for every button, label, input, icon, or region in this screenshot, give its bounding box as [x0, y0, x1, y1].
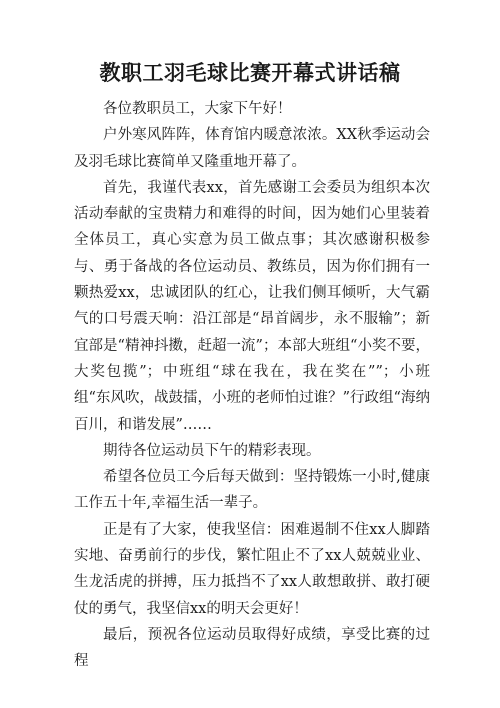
paragraph-wishes: 希望各位员工今后每天做到：坚持锻炼一小时,健康工作五十年,幸福生活一辈子。	[74, 469, 430, 512]
paragraph-closing: 最后，预祝各位运动员取得好成绩，享受比赛的过程	[74, 626, 430, 670]
paragraph-thanks: 首先，我谨代表xx，首先感谢工会委员为组织本次活动奉献的宝贵精力和难得的时间，因为她们心里装着全体员工，真心实意为员工做点事；其次感谢积极参与、勇于备战的各位运动员、教练员，因为你们拥有一颗热爱xx，忠诚团队的红心，让我们侧耳倾听，大气霸气的口号震天响：沿江部是“昂首阔步，永不服输”；新宜部是“精神抖擞，赶超一流”；本部大班组“小奖不要，大奖包揽”；中班组“球在我在，我在奖在””；小班组“东风吹，战鼓擂，小班的老师怕过谁？”行政组“海纳百川，和谐发展”……	[74, 179, 430, 433]
paragraph-expectation: 期待各位运动员下午的精彩表现。	[103, 442, 321, 459]
paragraph-greeting: 各位教职员工，大家下午好！	[103, 101, 292, 117]
document-title: 教职工羽毛球比赛开幕式讲话稿	[99, 60, 401, 85]
paragraph-opening: 户外寒风阵阵，体育馆内暖意浓浓。XX秋季运动会及羽毛球比赛简单又隆重地开幕了。	[74, 127, 430, 170]
paragraph-belief: 正是有了大家，使我坚信：困难遏制不住xx人脚踏实地、奋勇前行的步伐，繁忙阻止不了xx人兢兢业业、生龙活虎的拼搏，压力抵挡不了xx人敢想敢拼、敢打硬仗的勇气，我坚信xx的明天会更好！	[74, 521, 430, 617]
document-body	[74, 96, 430, 675]
